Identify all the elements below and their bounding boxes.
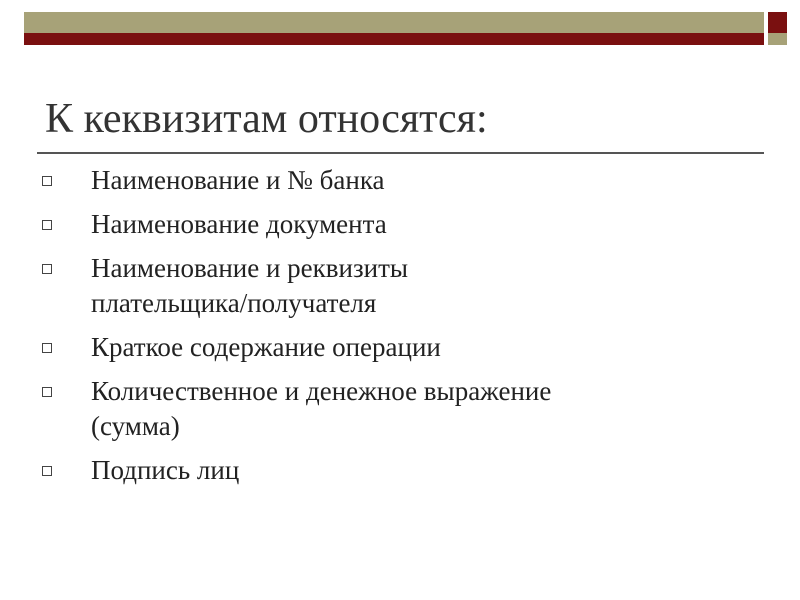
bullet-item bbox=[42, 163, 762, 198]
bullet-text-line: Наименование и реквизиты bbox=[91, 253, 409, 283]
bullet-item bbox=[42, 330, 762, 365]
bullet-text-line: плательщика/получателя bbox=[91, 288, 377, 318]
header-band-maroon bbox=[24, 33, 764, 45]
hollow-square-bullet-icon bbox=[42, 264, 52, 274]
bullet-item bbox=[42, 453, 762, 488]
bullet-text-line: Количественное и денежное выражение bbox=[91, 376, 552, 406]
bullet-item bbox=[42, 374, 762, 444]
bullet-item bbox=[42, 251, 762, 321]
bullet-text-line: Подпись лиц bbox=[91, 455, 240, 485]
bullet-text-line: Наименование документа bbox=[91, 209, 387, 239]
bullet-text-line: Краткое содержание операции bbox=[91, 332, 441, 362]
bullet-text-line: (сумма) bbox=[91, 411, 180, 441]
header-band-olive bbox=[24, 12, 764, 33]
title-underline-divider bbox=[37, 152, 764, 154]
hollow-square-bullet-icon bbox=[42, 387, 52, 397]
hollow-square-bullet-icon bbox=[42, 176, 52, 186]
bullet-item bbox=[42, 207, 762, 242]
bullet-text-line: Наименование и № банка bbox=[91, 165, 385, 195]
hollow-square-bullet-icon bbox=[42, 220, 52, 230]
header-corner-square-maroon bbox=[768, 12, 787, 33]
hollow-square-bullet-icon bbox=[42, 343, 52, 353]
slide-title: К кеквизитам относятся: bbox=[45, 96, 488, 142]
hollow-square-bullet-icon bbox=[42, 466, 52, 476]
bullet-list bbox=[42, 163, 762, 497]
header-corner-square-olive bbox=[768, 33, 787, 45]
